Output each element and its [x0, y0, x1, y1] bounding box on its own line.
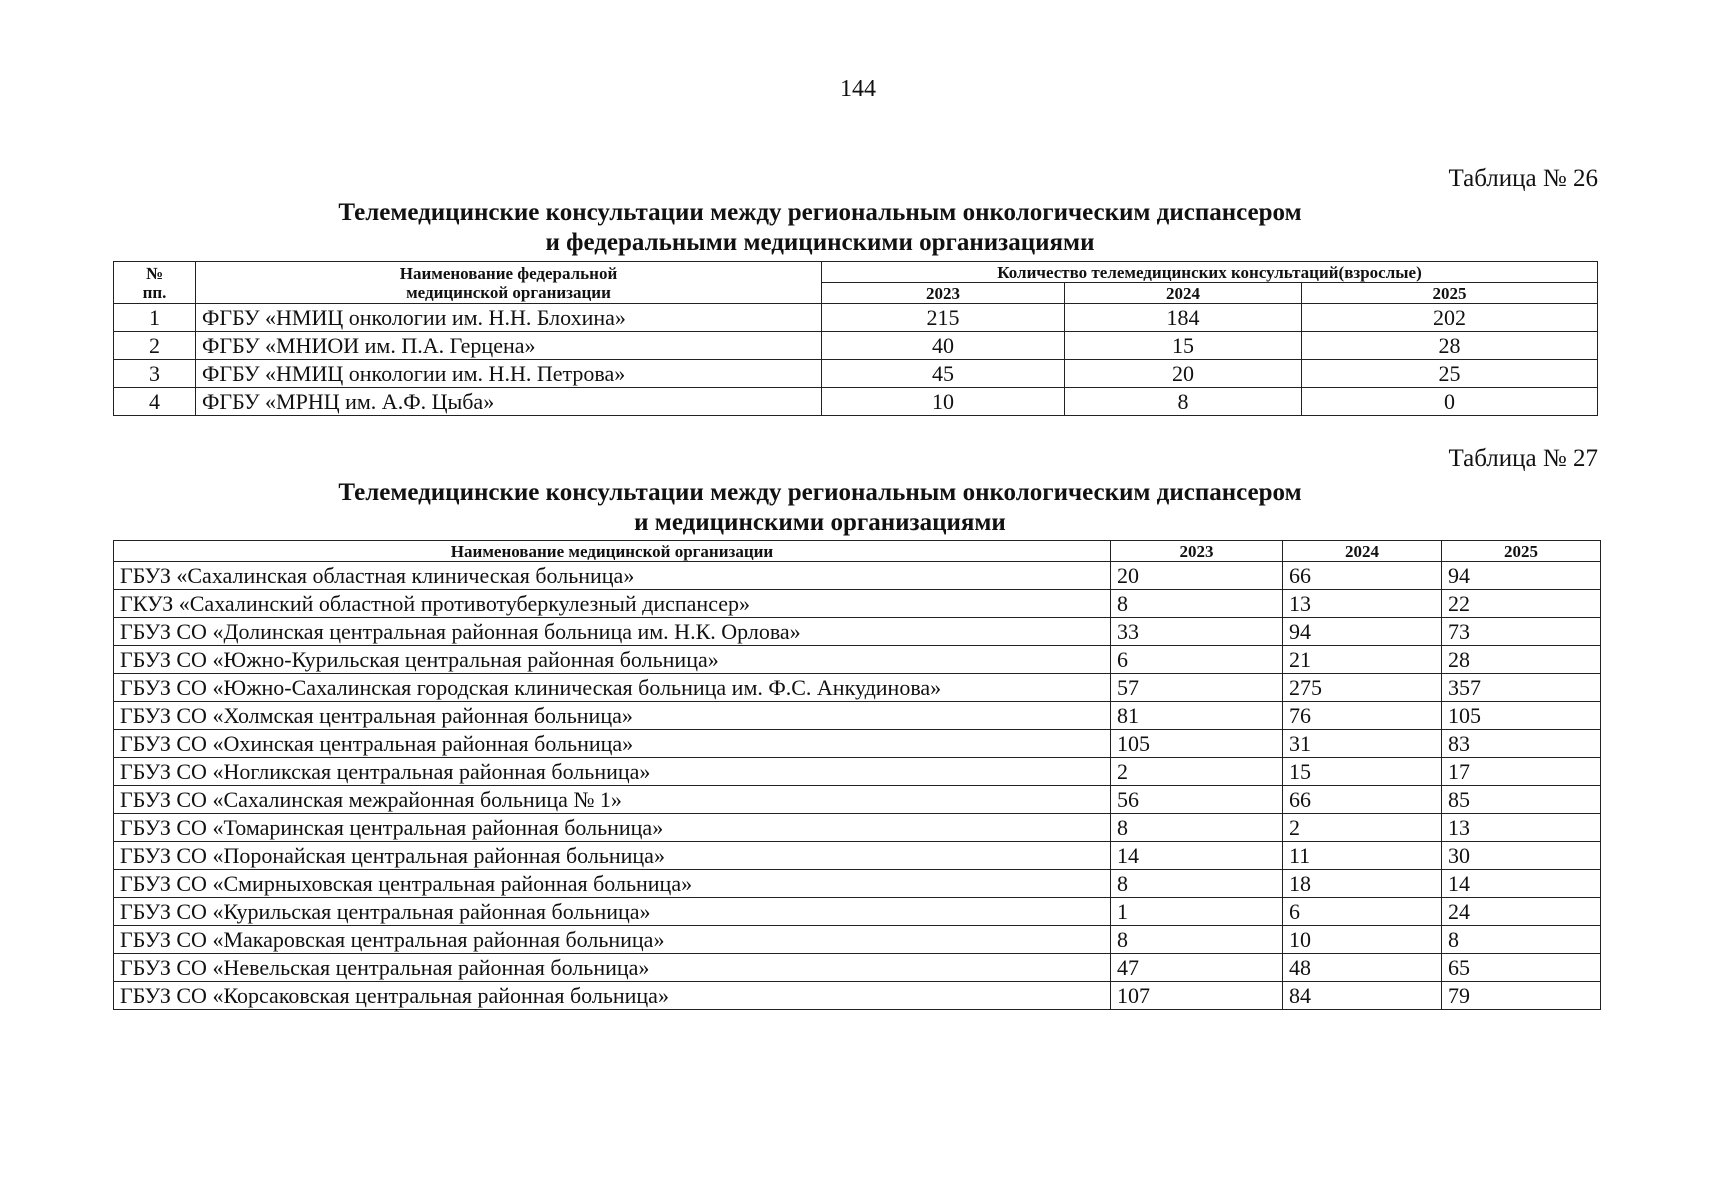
value-2024: 31 — [1283, 730, 1442, 758]
page-number: 144 — [840, 76, 876, 102]
table-row — [114, 898, 1601, 926]
table-row — [114, 842, 1601, 870]
table26-header-num-line2: пп. — [142, 282, 167, 302]
organization-name: ГБУЗ СО «Невельская центральная районная больница» — [114, 954, 1111, 982]
row-number: 3 — [114, 360, 196, 388]
table-row — [114, 674, 1601, 702]
row-number: 1 — [114, 304, 196, 332]
value-2025: 13 — [1442, 814, 1601, 842]
organization-name: ФГБУ «НМИЦ онкологии им. Н.Н. Петрова» — [196, 360, 822, 388]
table-row — [114, 562, 1601, 590]
organization-name: ГБУЗ СО «Макаровская центральная районная больница» — [114, 926, 1111, 954]
value-2024: 10 — [1283, 926, 1442, 954]
table27-title-line1: Телемедицинские консультации между региональным онкологическим диспансером — [338, 479, 1302, 506]
value-2025: 25 — [1302, 360, 1598, 388]
value-2024: 20 — [1065, 360, 1302, 388]
value-2023: 57 — [1111, 674, 1283, 702]
value-2023: 215 — [822, 304, 1065, 332]
table26-header-group: Количество телемедицинских консультаций(взрослые) — [822, 262, 1598, 283]
value-2024: 15 — [1065, 332, 1302, 360]
table-row — [114, 332, 1598, 360]
value-2023: 10 — [822, 388, 1065, 416]
table-row — [114, 982, 1601, 1010]
value-2023: 20 — [1111, 562, 1283, 590]
value-2023: 40 — [822, 332, 1065, 360]
value-2023: 81 — [1111, 702, 1283, 730]
organization-name: ГБУЗ СО «Южно-Сахалинская городская клиническая больница им. Ф.С. Анкудинова» — [114, 674, 1111, 702]
value-2025: 0 — [1302, 388, 1598, 416]
table26-header-year: 2024 — [1065, 283, 1302, 304]
value-2023: 6 — [1111, 646, 1283, 674]
table-row — [114, 814, 1601, 842]
value-2025: 30 — [1442, 842, 1601, 870]
organization-name: ГБУЗ СО «Корсаковская центральная районная больница» — [114, 982, 1111, 1010]
table26-header-num-line1: № — [145, 263, 164, 283]
value-2023: 45 — [822, 360, 1065, 388]
table-row — [114, 870, 1601, 898]
table26-header-name-line2: медицинской организации — [406, 282, 611, 302]
value-2024: 6 — [1283, 898, 1442, 926]
table27-title — [200, 478, 1440, 538]
value-2025: 73 — [1442, 618, 1601, 646]
table-row — [114, 646, 1601, 674]
table27-header-year: 2023 — [1111, 541, 1283, 562]
organization-name: ГБУЗ СО «Охинская центральная районная больница» — [114, 730, 1111, 758]
value-2023: 56 — [1111, 786, 1283, 814]
value-2023: 1 — [1111, 898, 1283, 926]
value-2023: 14 — [1111, 842, 1283, 870]
value-2023: 107 — [1111, 982, 1283, 1010]
value-2024: 2 — [1283, 814, 1442, 842]
value-2025: 28 — [1302, 332, 1598, 360]
value-2024: 13 — [1283, 590, 1442, 618]
value-2025: 28 — [1442, 646, 1601, 674]
table27-caption: Таблица № 27 — [1448, 445, 1598, 472]
value-2025: 105 — [1442, 702, 1601, 730]
organization-name: ФГБУ «МРНЦ им. А.Ф. Цыба» — [196, 388, 822, 416]
value-2023: 105 — [1111, 730, 1283, 758]
table-row — [114, 926, 1601, 954]
value-2025: 79 — [1442, 982, 1601, 1010]
value-2024: 66 — [1283, 562, 1442, 590]
value-2025: 94 — [1442, 562, 1601, 590]
table26-header-name-line1: Наименование федеральной — [399, 263, 618, 283]
value-2023: 47 — [1111, 954, 1283, 982]
organization-name: ГКУЗ «Сахалинский областной противотуберкулезный диспансер» — [114, 590, 1111, 618]
table-row — [114, 304, 1598, 332]
table26-header-name — [196, 262, 822, 304]
value-2025: 65 — [1442, 954, 1601, 982]
value-2025: 357 — [1442, 674, 1601, 702]
table27-title-line2: и медицинскими организациями — [634, 509, 1006, 536]
value-2024: 18 — [1283, 870, 1442, 898]
value-2024: 8 — [1065, 388, 1302, 416]
organization-name: ГБУЗ СО «Ногликская центральная районная больница» — [114, 758, 1111, 786]
table-row — [114, 618, 1601, 646]
table27-header-name: Наименование медицинской организации — [114, 541, 1111, 562]
table26-header-year: 2023 — [822, 283, 1065, 304]
value-2024: 66 — [1283, 786, 1442, 814]
organization-name: ФГБУ «МНИОИ им. П.А. Герцена» — [196, 332, 822, 360]
value-2024: 11 — [1283, 842, 1442, 870]
value-2024: 84 — [1283, 982, 1442, 1010]
organization-name: ГБУЗ СО «Южно-Курильская центральная районная больница» — [114, 646, 1111, 674]
value-2023: 33 — [1111, 618, 1283, 646]
row-number: 2 — [114, 332, 196, 360]
table-row — [114, 730, 1601, 758]
value-2023: 8 — [1111, 590, 1283, 618]
table-row — [114, 954, 1601, 982]
table-row — [114, 360, 1598, 388]
organization-name: ГБУЗ СО «Томаринская центральная районная больница» — [114, 814, 1111, 842]
organization-name: ГБУЗ СО «Сахалинская межрайонная больница № 1» — [114, 786, 1111, 814]
table27 — [113, 540, 1601, 1010]
table-row — [114, 702, 1601, 730]
table-row — [114, 590, 1601, 618]
organization-name: ФГБУ «НМИЦ онкологии им. Н.Н. Блохина» — [196, 304, 822, 332]
value-2024: 275 — [1283, 674, 1442, 702]
value-2024: 76 — [1283, 702, 1442, 730]
value-2025: 8 — [1442, 926, 1601, 954]
table-row — [114, 758, 1601, 786]
table27-header-year: 2025 — [1442, 541, 1601, 562]
table26-caption: Таблица № 26 — [1448, 165, 1598, 192]
value-2025: 24 — [1442, 898, 1601, 926]
value-2024: 21 — [1283, 646, 1442, 674]
organization-name: ГБУЗ СО «Курильская центральная районная больница» — [114, 898, 1111, 926]
value-2025: 85 — [1442, 786, 1601, 814]
organization-name: ГБУЗ СО «Смирныховская центральная районная больница» — [114, 870, 1111, 898]
value-2023: 8 — [1111, 870, 1283, 898]
value-2024: 184 — [1065, 304, 1302, 332]
value-2024: 94 — [1283, 618, 1442, 646]
table26-title-line2: и федеральными медицинскими организациями — [545, 229, 1095, 256]
organization-name: ГБУЗ «Сахалинская областная клиническая больница» — [114, 562, 1111, 590]
organization-name: ГБУЗ СО «Холмская центральная районная больница» — [114, 702, 1111, 730]
table26 — [113, 261, 1598, 416]
table26-title — [200, 198, 1440, 258]
value-2023: 8 — [1111, 926, 1283, 954]
table26-title-line1: Телемедицинские консультации между региональным онкологическим диспансером — [338, 199, 1302, 226]
value-2023: 8 — [1111, 814, 1283, 842]
table27-header-year: 2024 — [1283, 541, 1442, 562]
organization-name: ГБУЗ СО «Долинская центральная районная больница им. Н.К. Орлова» — [114, 618, 1111, 646]
organization-name: ГБУЗ СО «Поронайская центральная районная больница» — [114, 842, 1111, 870]
value-2025: 17 — [1442, 758, 1601, 786]
value-2024: 15 — [1283, 758, 1442, 786]
table-row — [114, 388, 1598, 416]
value-2025: 83 — [1442, 730, 1601, 758]
value-2024: 48 — [1283, 954, 1442, 982]
value-2025: 14 — [1442, 870, 1601, 898]
value-2023: 2 — [1111, 758, 1283, 786]
table26-header-year: 2025 — [1302, 283, 1598, 304]
value-2025: 22 — [1442, 590, 1601, 618]
table-row — [114, 786, 1601, 814]
value-2025: 202 — [1302, 304, 1598, 332]
table26-header-num — [114, 262, 196, 304]
row-number: 4 — [114, 388, 196, 416]
